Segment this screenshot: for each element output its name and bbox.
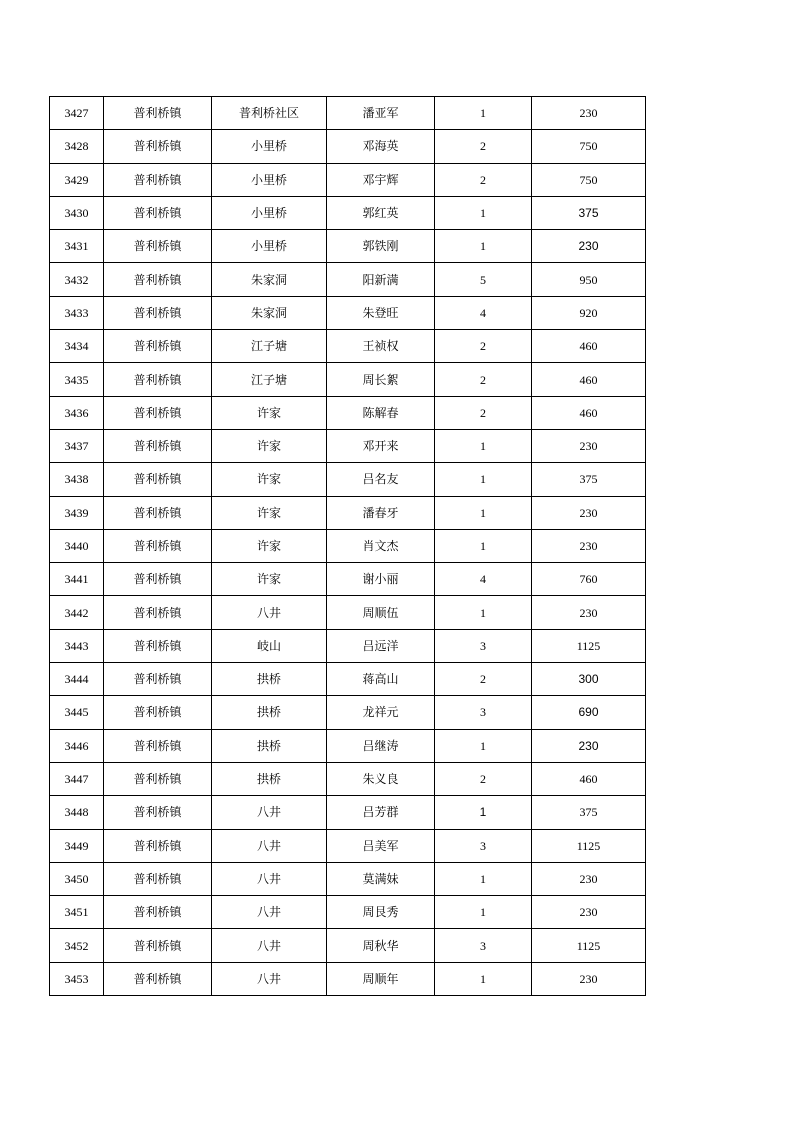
person-name-cell: 吕名友 <box>327 463 435 496</box>
village-cell: 朱家洞 <box>212 263 327 296</box>
village-cell: 八井 <box>212 962 327 995</box>
household-count-cell: 1 <box>435 429 532 462</box>
village-cell: 许家 <box>212 429 327 462</box>
amount-cell: 750 <box>532 130 646 163</box>
amount-cell: 760 <box>532 563 646 596</box>
town-cell: 普利桥镇 <box>104 896 212 929</box>
table-row <box>50 529 646 562</box>
person-name-cell: 周秋华 <box>327 929 435 962</box>
amount-cell: 1125 <box>532 929 646 962</box>
amount-cell: 230 <box>532 429 646 462</box>
table-row <box>50 230 646 263</box>
row-number-cell: 3427 <box>50 97 104 130</box>
row-number-cell: 3452 <box>50 929 104 962</box>
amount-cell: 460 <box>532 363 646 396</box>
person-name-cell: 周顺年 <box>327 962 435 995</box>
row-number-cell: 3443 <box>50 629 104 662</box>
amount-cell: 690 <box>532 696 646 729</box>
village-cell: 小里桥 <box>212 163 327 196</box>
village-cell: 八井 <box>212 929 327 962</box>
amount-cell: 375 <box>532 196 646 229</box>
person-name-cell: 王祯权 <box>327 330 435 363</box>
table-body <box>50 97 646 996</box>
household-count-cell: 3 <box>435 929 532 962</box>
table-row <box>50 929 646 962</box>
household-count-cell: 2 <box>435 396 532 429</box>
row-number-cell: 3440 <box>50 529 104 562</box>
row-number-cell: 3431 <box>50 230 104 263</box>
table-row <box>50 163 646 196</box>
row-number-cell: 3444 <box>50 663 104 696</box>
town-cell: 普利桥镇 <box>104 196 212 229</box>
table-row <box>50 596 646 629</box>
table-row <box>50 130 646 163</box>
amount-cell: 750 <box>532 163 646 196</box>
town-cell: 普利桥镇 <box>104 663 212 696</box>
person-name-cell: 邓宇辉 <box>327 163 435 196</box>
row-number-cell: 3453 <box>50 962 104 995</box>
household-count-cell: 1 <box>435 230 532 263</box>
table-row <box>50 563 646 596</box>
person-name-cell: 潘春牙 <box>327 496 435 529</box>
household-count-cell: 3 <box>435 629 532 662</box>
town-cell: 普利桥镇 <box>104 429 212 462</box>
village-cell: 朱家洞 <box>212 296 327 329</box>
amount-cell: 1125 <box>532 829 646 862</box>
row-number-cell: 3438 <box>50 463 104 496</box>
row-number-cell: 3428 <box>50 130 104 163</box>
village-cell: 江子塘 <box>212 363 327 396</box>
village-cell: 许家 <box>212 396 327 429</box>
row-number-cell: 3429 <box>50 163 104 196</box>
household-count-cell: 1 <box>435 196 532 229</box>
household-count-cell: 1 <box>435 962 532 995</box>
town-cell: 普利桥镇 <box>104 296 212 329</box>
amount-cell: 230 <box>532 496 646 529</box>
amount-cell: 1125 <box>532 629 646 662</box>
table-row <box>50 762 646 795</box>
amount-cell: 230 <box>532 596 646 629</box>
town-cell: 普利桥镇 <box>104 330 212 363</box>
village-cell: 许家 <box>212 496 327 529</box>
table-row <box>50 962 646 995</box>
row-number-cell: 3448 <box>50 796 104 829</box>
person-name-cell: 朱登旺 <box>327 296 435 329</box>
town-cell: 普利桥镇 <box>104 163 212 196</box>
village-cell: 拱桥 <box>212 663 327 696</box>
table-row <box>50 862 646 895</box>
person-name-cell: 吕芳群 <box>327 796 435 829</box>
household-count-cell: 4 <box>435 296 532 329</box>
row-number-cell: 3446 <box>50 729 104 762</box>
town-cell: 普利桥镇 <box>104 363 212 396</box>
household-count-cell: 1 <box>435 896 532 929</box>
village-cell: 许家 <box>212 563 327 596</box>
row-number-cell: 3432 <box>50 263 104 296</box>
household-count-cell: 1 <box>435 596 532 629</box>
table-row <box>50 97 646 130</box>
table-row <box>50 729 646 762</box>
town-cell: 普利桥镇 <box>104 862 212 895</box>
town-cell: 普利桥镇 <box>104 729 212 762</box>
person-name-cell: 吕美军 <box>327 829 435 862</box>
household-count-cell: 1 <box>435 796 532 829</box>
person-name-cell: 郭红英 <box>327 196 435 229</box>
person-name-cell: 周艮秀 <box>327 896 435 929</box>
person-name-cell: 邓海英 <box>327 130 435 163</box>
table-row <box>50 363 646 396</box>
person-name-cell: 莫满妹 <box>327 862 435 895</box>
household-count-cell: 1 <box>435 862 532 895</box>
town-cell: 普利桥镇 <box>104 529 212 562</box>
amount-cell: 375 <box>532 796 646 829</box>
amount-cell: 230 <box>532 862 646 895</box>
person-name-cell: 肖文杰 <box>327 529 435 562</box>
table-row <box>50 663 646 696</box>
amount-cell: 230 <box>532 729 646 762</box>
row-number-cell: 3441 <box>50 563 104 596</box>
table-row <box>50 463 646 496</box>
row-number-cell: 3445 <box>50 696 104 729</box>
amount-cell: 375 <box>532 463 646 496</box>
village-cell: 拱桥 <box>212 729 327 762</box>
person-name-cell: 龙祥元 <box>327 696 435 729</box>
household-count-cell: 1 <box>435 529 532 562</box>
household-count-cell: 2 <box>435 663 532 696</box>
person-name-cell: 朱义良 <box>327 762 435 795</box>
amount-cell: 460 <box>532 762 646 795</box>
amount-cell: 230 <box>532 896 646 929</box>
amount-cell: 460 <box>532 396 646 429</box>
household-count-cell: 3 <box>435 696 532 729</box>
village-cell: 小里桥 <box>212 230 327 263</box>
town-cell: 普利桥镇 <box>104 829 212 862</box>
household-count-cell: 5 <box>435 263 532 296</box>
table-row <box>50 696 646 729</box>
household-count-cell: 1 <box>435 496 532 529</box>
town-cell: 普利桥镇 <box>104 796 212 829</box>
village-cell: 拱桥 <box>212 762 327 795</box>
village-cell: 八井 <box>212 796 327 829</box>
town-cell: 普利桥镇 <box>104 97 212 130</box>
amount-cell: 230 <box>532 97 646 130</box>
town-cell: 普利桥镇 <box>104 263 212 296</box>
table-row <box>50 796 646 829</box>
person-name-cell: 周顺伍 <box>327 596 435 629</box>
table-row <box>50 263 646 296</box>
row-number-cell: 3435 <box>50 363 104 396</box>
table-row <box>50 196 646 229</box>
row-number-cell: 3450 <box>50 862 104 895</box>
amount-cell: 230 <box>532 529 646 562</box>
village-cell: 岐山 <box>212 629 327 662</box>
table-row <box>50 396 646 429</box>
town-cell: 普利桥镇 <box>104 130 212 163</box>
town-cell: 普利桥镇 <box>104 596 212 629</box>
town-cell: 普利桥镇 <box>104 929 212 962</box>
village-cell: 拱桥 <box>212 696 327 729</box>
table-row <box>50 629 646 662</box>
village-cell: 普利桥社区 <box>212 97 327 130</box>
village-cell: 八井 <box>212 862 327 895</box>
table-row <box>50 496 646 529</box>
table-row <box>50 330 646 363</box>
row-number-cell: 3449 <box>50 829 104 862</box>
town-cell: 普利桥镇 <box>104 463 212 496</box>
table-row <box>50 896 646 929</box>
person-name-cell: 邓开来 <box>327 429 435 462</box>
town-cell: 普利桥镇 <box>104 762 212 795</box>
row-number-cell: 3430 <box>50 196 104 229</box>
village-cell: 江子塘 <box>212 330 327 363</box>
row-number-cell: 3451 <box>50 896 104 929</box>
person-name-cell: 周长絮 <box>327 363 435 396</box>
amount-cell: 950 <box>532 263 646 296</box>
amount-cell: 460 <box>532 330 646 363</box>
person-name-cell: 谢小丽 <box>327 563 435 596</box>
town-cell: 普利桥镇 <box>104 696 212 729</box>
person-name-cell: 吕远洋 <box>327 629 435 662</box>
village-cell: 八井 <box>212 896 327 929</box>
town-cell: 普利桥镇 <box>104 962 212 995</box>
row-number-cell: 3437 <box>50 429 104 462</box>
village-cell: 小里桥 <box>212 196 327 229</box>
person-name-cell: 吕继涛 <box>327 729 435 762</box>
row-number-cell: 3436 <box>50 396 104 429</box>
household-count-cell: 2 <box>435 330 532 363</box>
row-number-cell: 3447 <box>50 762 104 795</box>
household-count-cell: 2 <box>435 163 532 196</box>
town-cell: 普利桥镇 <box>104 396 212 429</box>
household-count-cell: 1 <box>435 463 532 496</box>
household-count-cell: 2 <box>435 363 532 396</box>
household-count-cell: 3 <box>435 829 532 862</box>
town-cell: 普利桥镇 <box>104 230 212 263</box>
person-name-cell: 陈解春 <box>327 396 435 429</box>
table-row <box>50 296 646 329</box>
household-count-cell: 4 <box>435 563 532 596</box>
person-name-cell: 阳新满 <box>327 263 435 296</box>
household-count-cell: 2 <box>435 762 532 795</box>
village-cell: 小里桥 <box>212 130 327 163</box>
household-count-cell: 2 <box>435 130 532 163</box>
row-number-cell: 3434 <box>50 330 104 363</box>
table-row <box>50 429 646 462</box>
amount-cell: 230 <box>532 962 646 995</box>
town-cell: 普利桥镇 <box>104 629 212 662</box>
person-name-cell: 蒋高山 <box>327 663 435 696</box>
person-name-cell: 郭铁刚 <box>327 230 435 263</box>
village-cell: 许家 <box>212 463 327 496</box>
row-number-cell: 3433 <box>50 296 104 329</box>
row-number-cell: 3439 <box>50 496 104 529</box>
amount-cell: 300 <box>532 663 646 696</box>
village-cell: 八井 <box>212 829 327 862</box>
amount-cell: 230 <box>532 230 646 263</box>
person-name-cell: 潘亚军 <box>327 97 435 130</box>
table-row <box>50 829 646 862</box>
data-table <box>49 96 646 996</box>
household-count-cell: 1 <box>435 729 532 762</box>
amount-cell: 920 <box>532 296 646 329</box>
town-cell: 普利桥镇 <box>104 563 212 596</box>
row-number-cell: 3442 <box>50 596 104 629</box>
village-cell: 八井 <box>212 596 327 629</box>
spreadsheet-page <box>49 96 645 996</box>
village-cell: 许家 <box>212 529 327 562</box>
household-count-cell: 1 <box>435 97 532 130</box>
town-cell: 普利桥镇 <box>104 496 212 529</box>
